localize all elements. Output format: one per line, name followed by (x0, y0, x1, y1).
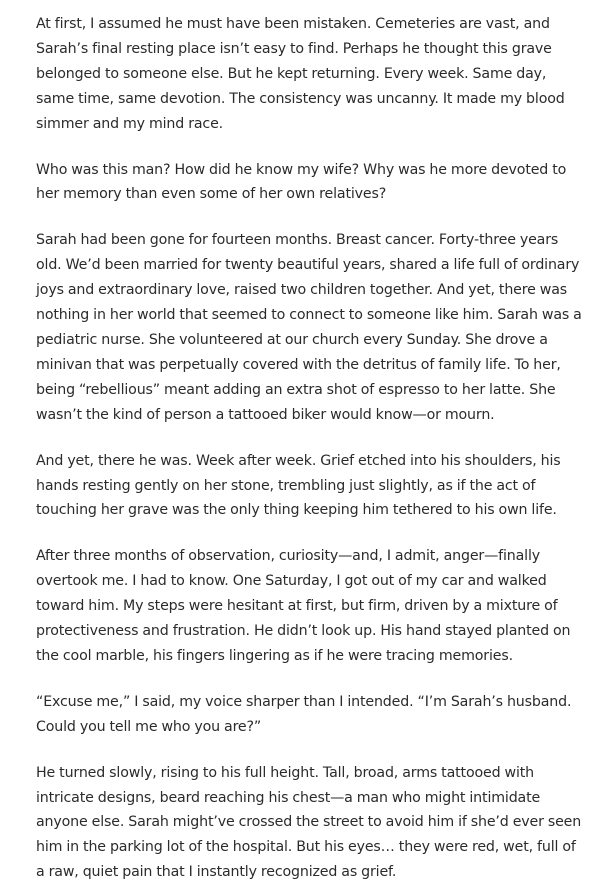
paragraph-2: Who was this man? How did he know my wife? Why was he more devoted to her memory than even some of her own relatives? (36, 161, 567, 203)
paragraph-3: Sarah had been gone for fourteen months. Breast cancer. Forty-three years old. We’d been married for twenty beautiful years, shared a life full of ordinary joys and extraordinary love, raised two children together. And yet, there was nothing in her world that seemed to connect to someone like him. Sarah was a pediatric nurse. She volunteered at our church every Sunday. She drove a minivan that was perpetually covered with the detritus of family life. To her, being “rebellious” meant adding an extra shot of espresso to her latte. She wasn’t the kind of person a tattooed biker would know—or mourn. (36, 232, 582, 423)
paragraph-4: And yet, there he was. Week after week. Grief etched into his shoulders, his hands resting gently on her stone, trembling just slightly, as if the act of touching her grave was the only thing keeping him tethered to his own life. (36, 452, 561, 519)
paragraph-6: “Excuse me,” I said, my voice sharper than I intended. “I’m Sarah’s husband. Could you tell me who you are?” (36, 693, 572, 735)
paragraph-5: After three months of observation, curiosity—and, I admit, anger—finally overtook me. I had to know. One Saturday, I got out of my car and walked toward him. My steps were hesitant at first, but firm, driven by a mixture of protectiveness and frustration. He didn’t look up. His hand stayed planted on the cool marble, his fingers lingering as if he were tracing memories. (36, 548, 571, 664)
paragraph-1: At first, I assumed he must have been mistaken. Cemeteries are vast, and Sarah’s final resting place isn’t easy to find. Perhaps he thought this grave belonged to someone else. But he kept returning. Every week. Same day, same time, same devotion. The consistency was uncanny. It made my blood simmer and my mind race. (36, 16, 565, 132)
paragraph-7: He turned slowly, rising to his full height. Tall, broad, arms tattooed with intricate designs, beard reaching his chest—a man who might intimidate anyone else. Sarah might’ve crossed the street to avoid him if she’d ever seen him in the parking lot of the hospital. But his eyes… they were red, wet, full of a raw, quiet pain that I instantly recognized as grief. (36, 764, 582, 881)
